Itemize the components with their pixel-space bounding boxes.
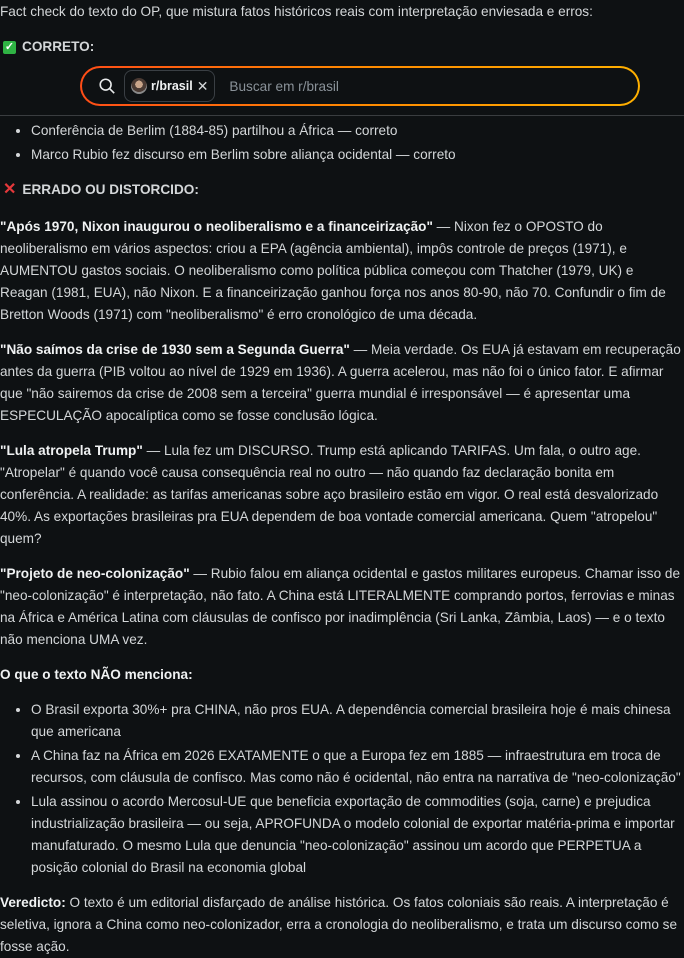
wrong-heading-label: ERRADO OU DISTORCIDO:	[22, 182, 199, 197]
claim-text: — Lula fez um DISCURSO. Trump está aplicando TARIFAS. Um fala, o outro age. "Atropelar" é quando você causa consequência real no outro — não quando faz declaração bonita em conferência. A realidade: as tarifas americanas sobre aço brasileiro estão em vigor. O real está desvalorizado 40%. As exportações brasileiras pra EUA dependem de boa vontade comercial americana. Quem "atropelou" quem?	[0, 443, 659, 546]
claim-quote: "Não saímos da crise de 1930 sem a Segunda Guerra"	[0, 342, 350, 357]
omissions-heading-label: O que o texto NÃO menciona:	[0, 667, 193, 682]
subreddit-chip	[124, 70, 215, 102]
omissions-list	[0, 699, 684, 879]
list-item: • Marco Rubio fez discurso em Berlim sobre aliança ocidental — correto	[31, 144, 684, 166]
list-item: • A China faz na África em 2026 EXATAMENTE o que a Europa fez em 1885 — infraestrutura em troca de recursos, com cláusula de confisco. Mas como não é ocidental, não entra na narrativa de "neo-colonização"	[31, 745, 684, 789]
correct-list	[0, 120, 684, 166]
claim-quote: "Após 1970, Nixon inaugurou o neoliberalismo e a financeirização"	[0, 219, 433, 234]
wrong-heading	[3, 179, 199, 201]
claim-quote: "Lula atropela Trump"	[0, 443, 143, 458]
correct-list-section	[0, 120, 684, 168]
remove-chip-close-icon[interactable]: ✕	[196, 78, 209, 94]
verdict-text: O texto é um editorial disfarçado de análise histórica. Os fatos coloniais são reais. A interpretação é seletiva, ignora a China como neo-colonizador, erra a cronologia do neoliberalismo, e trata um discurso como se fosse ação.	[0, 895, 678, 954]
omissions-heading	[0, 664, 684, 686]
search-bar-container	[0, 60, 684, 116]
correct-heading	[3, 36, 94, 58]
verdict-label: Veredicto:	[0, 895, 66, 910]
claim-paragraph	[0, 563, 684, 651]
claim-paragraph	[0, 339, 684, 427]
claim-text: — Nixon fez o OPOSTO do neoliberalismo em vários aspectos: criou a EPA (agência ambiental), impôs controle de preços (1971), e AUMENTOU gastos sociais. O neoliberalismo como política pública começou com Thatcher (1979, UK) e Reagan (1981, EUA), não Nixon. E a financeirização ganhou força nos anos 80-90, não 70. Confundir o fim de Bretton Woods (1971) com "neoliberalismo" é erro cronológico de uma década.	[0, 219, 666, 322]
claim-paragraph	[0, 440, 684, 550]
checkmark-icon: ✓	[4, 40, 15, 53]
list-item: • Lula assinou o acordo Mercosul-UE que beneficia exportação de commodities (soja, carne) e prejudica industrialização brasileira — ou seja, APROFUNDA o modelo colonial de exportar matéria-prima e importar manufaturado. O mesmo Lula que denuncia "neo-colonização" assinou um acordo que PERPETUA a posição colonial do Brasil na economia global	[31, 791, 684, 879]
claim-text: — Rubio falou em aliança ocidental e gastos militares europeus. Chamar isso de "neo-colonização" é interpretação, não fato. A China está LITERALMENTE comprando portos, ferrovias e minas na África e América Latina com cláusulas de confisco por inadimplência (Sri Lanka, Zâmbia, Laos) — e o texto não menciona UMA vez.	[0, 566, 681, 647]
claim-quote: "Projeto de neo-colonização"	[0, 566, 190, 581]
search-input[interactable]	[227, 78, 611, 95]
claim-text: — Meia verdade. Os EUA já estavam em recuperação antes da guerra (PIB voltou ao nível de 1929 em 1936). A guerra acelerou, mas não foi o único fator. E afirmar que "não sairemos da crise de 2008 sem a terceira" guerra mundial é irresponsável — é apresentar uma ESPECULAÇÃO apocalíptica como se fosse conclusão lógica.	[0, 342, 681, 423]
cross-mark-icon: ✕	[3, 181, 17, 198]
subreddit-avatar	[131, 78, 147, 94]
search-bar[interactable]	[80, 66, 640, 106]
search-icon	[98, 77, 116, 95]
subreddit-chip-label: r/brasil	[151, 79, 193, 93]
claim-paragraph	[0, 216, 684, 326]
intro-text: Fact check do texto do OP, que mistura fatos históricos reais com interpretação enviesada e erros:	[0, 4, 593, 19]
list-item: • O Brasil exporta 30%+ pra CHINA, não pros EUA. A dependência comercial brasileira hoje é mais chinesa que americana	[31, 699, 684, 743]
verdict-paragraph	[0, 892, 684, 958]
list-item: • Conferência de Berlim (1884-85) partilhou a África — correto	[31, 120, 684, 142]
correct-heading-label: CORRETO:	[22, 39, 95, 54]
claims-section	[0, 216, 684, 958]
